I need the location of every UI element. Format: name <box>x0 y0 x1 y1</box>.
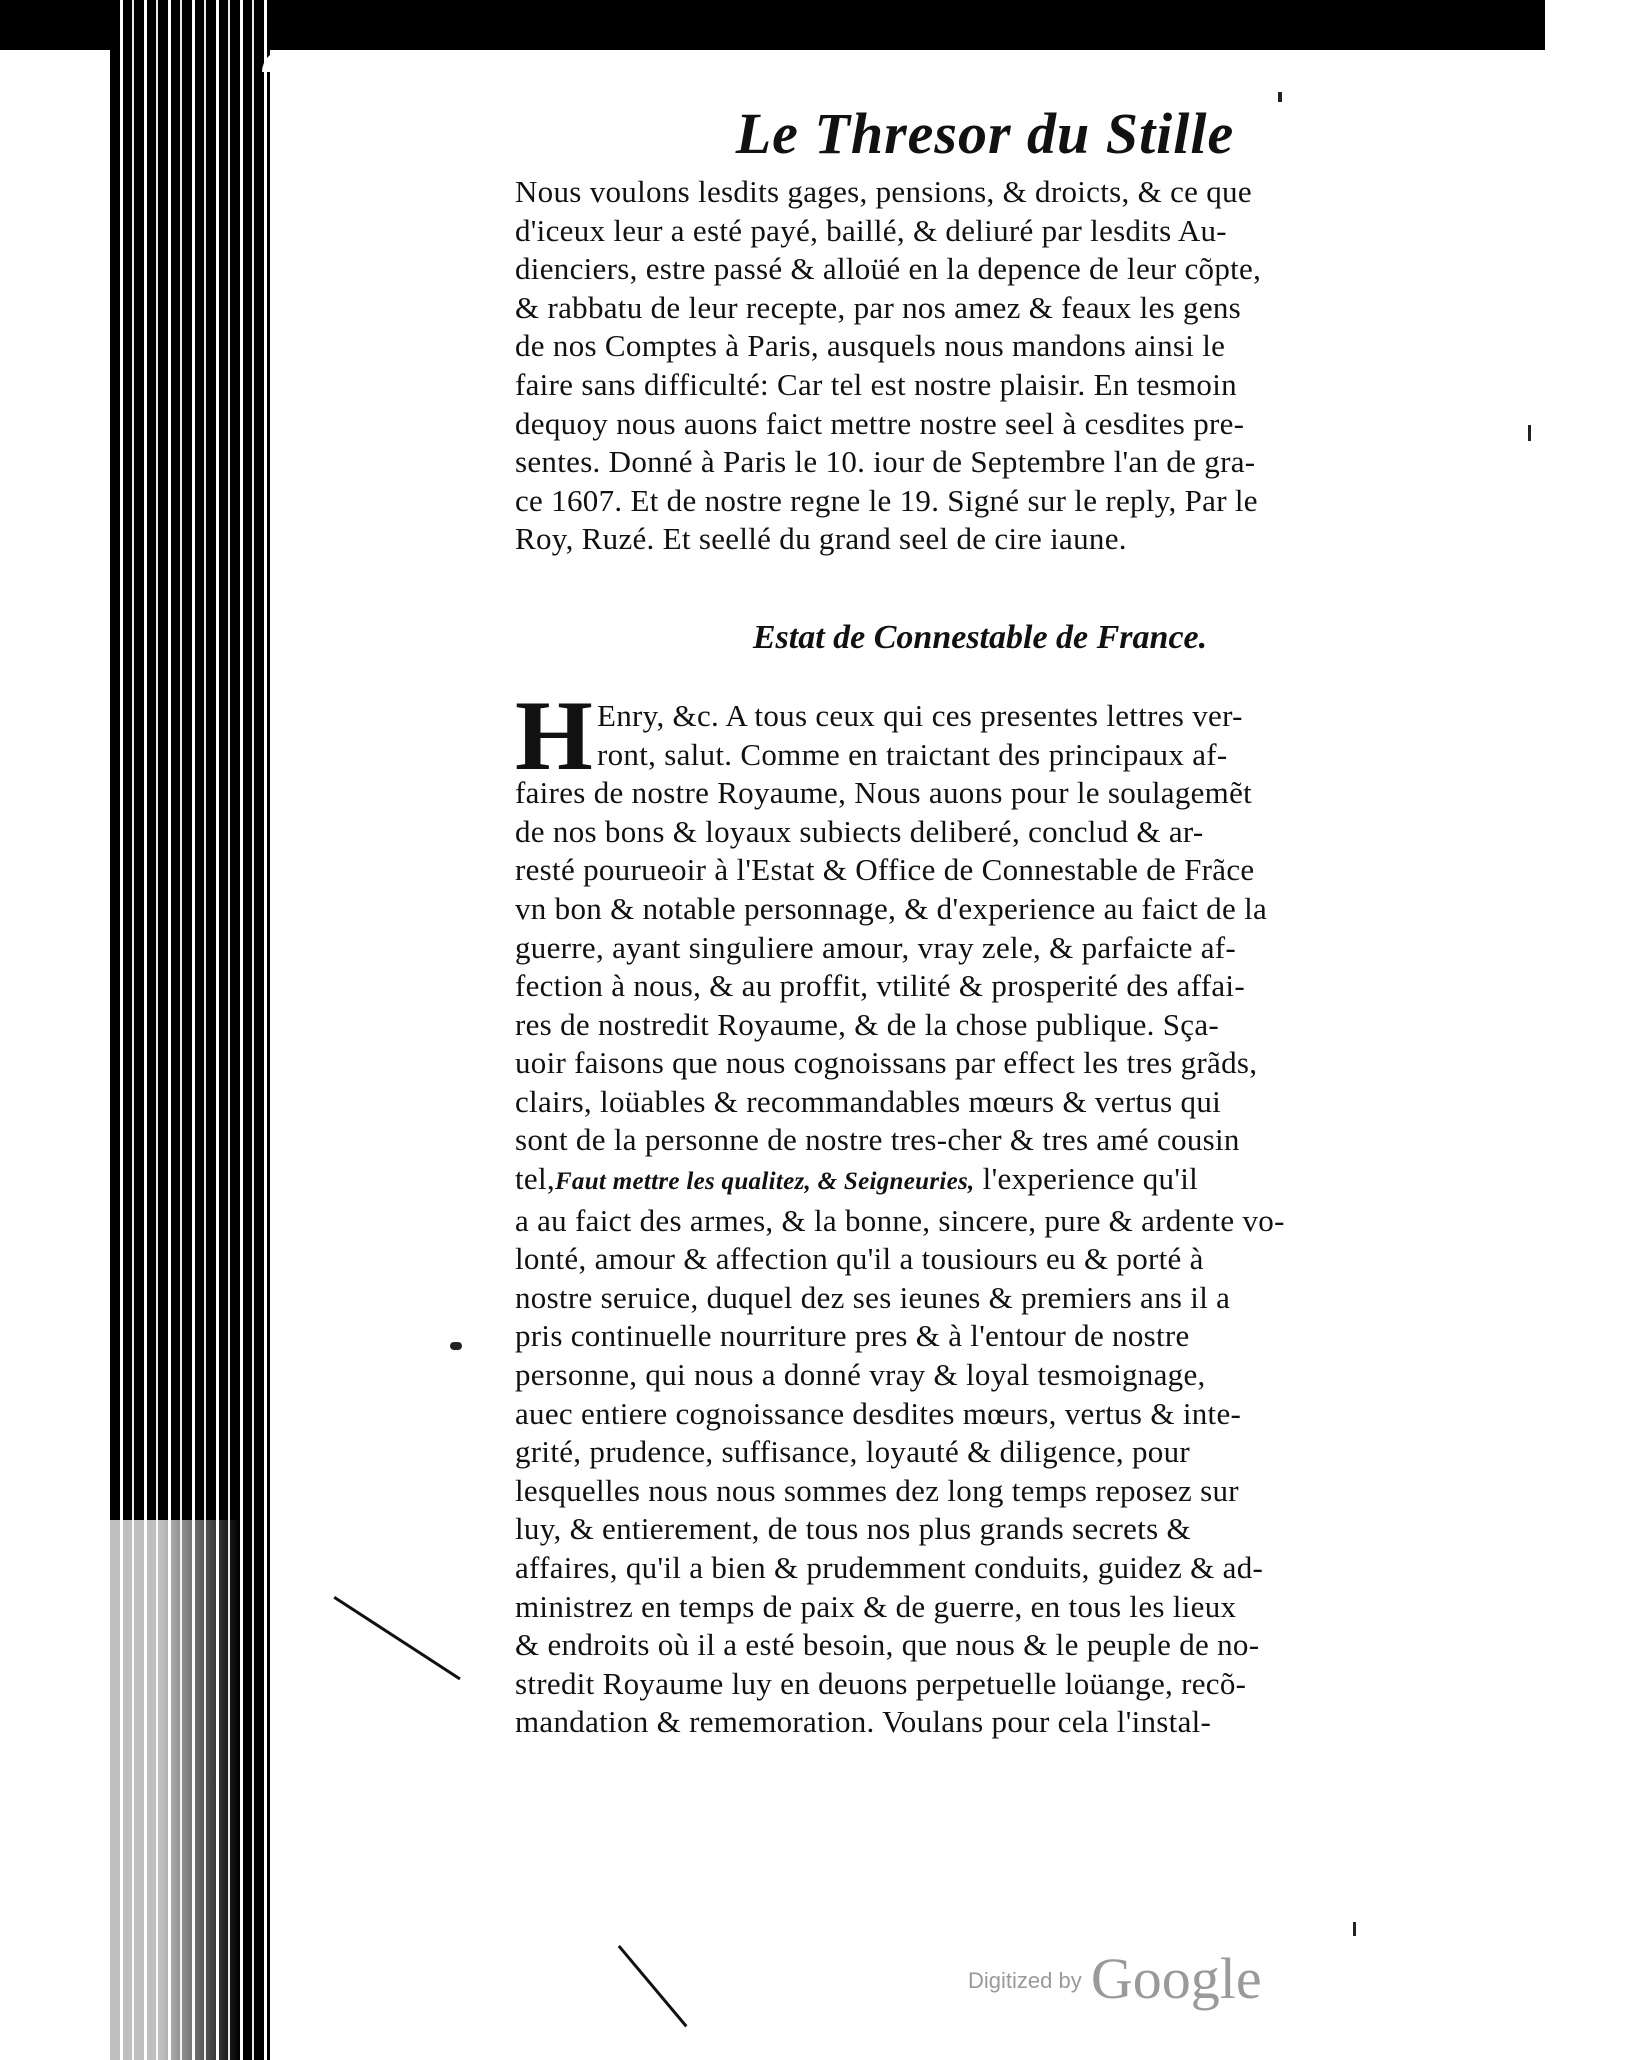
text-line: nostre seruice, duquel dez ses ieunes & premiers ans il a <box>515 1279 1231 1315</box>
text-line: Nous voulons lesdits gages, pensions, & droicts, & ce que <box>515 174 1252 209</box>
text-line: resté pourueoir à l'Estat & Office de Connestable de Frãce <box>515 852 1255 888</box>
note-line-suffix: l'experience qu'il <box>974 1161 1199 1197</box>
text-line: Enry, &c. A tous ceux qui ces presentes lettres ver- <box>597 697 1243 733</box>
text-line: & endroits où il a esté besoin, que nous & le peuple de no- <box>515 1627 1260 1663</box>
text-line: a au faict des armes, & la bonne, sincere, pure & ardente vo- <box>515 1202 1285 1238</box>
drop-cap: H <box>515 679 593 791</box>
watermark-logo-text: Google <box>1090 1946 1262 2011</box>
note-line <box>515 1160 1415 1202</box>
text-line: lesquelles nous nous sommes dez long temps reposez sur <box>515 1472 1239 1508</box>
text-line: vn bon & notable personnage, & d'experience au faict de la <box>515 890 1268 926</box>
pen-stroke <box>333 1596 460 1680</box>
text-line: ront, salut. Comme en traictant des principaux af- <box>597 736 1228 772</box>
text-line: mandation & rememoration. Voulans pour cela l'instal- <box>515 1704 1212 1740</box>
text-line: ce 1607. Et de nostre regne le 19. Signé sur le reply, Par le <box>515 482 1258 518</box>
page-text <box>515 100 1415 1742</box>
text-line: Roy, Ruzé. Et seellé du grand seel de cire iaune. <box>515 521 1127 557</box>
text-line: de nos Comptes à Paris, ausquels nous mandons ainsi le <box>515 328 1226 364</box>
text-line: clairs, loüables & recommandables mœurs & vertus qui <box>515 1083 1222 1119</box>
text-line: de nos bons & loyaux subiects deliberé, conclud & ar- <box>515 813 1204 849</box>
text-line: luy, & entierement, de tous nos plus grands secrets & <box>515 1511 1191 1547</box>
text-line: & rabbatu de leur recepte, par nos amez & feaux les gens <box>515 289 1242 325</box>
paragraph-2 <box>515 679 1415 1742</box>
margin-speck <box>450 1342 462 1350</box>
text-line: sentes. Donné à Paris le 10. iour de Septembre l'an de gra- <box>515 444 1256 480</box>
text-line: faire sans difficulté: Car tel est nostre plaisir. En tesmoin <box>515 366 1237 402</box>
text-line: stredit Royaume luy en deuons perpetuelle loüange, recõ- <box>515 1665 1247 1701</box>
text-line: ministrez en temps de paix & de guerre, en tous les lieux <box>515 1588 1237 1624</box>
text-line: dequoy nous auons faict mettre nostre seel à cesdites pre- <box>515 405 1245 441</box>
text-line: sont de la personne de nostre tres-cher & tres amé cousin <box>515 1122 1240 1158</box>
text-line: fection à nous, & au proffit, vtilité & prosperité des affai- <box>515 968 1245 1004</box>
running-head: Le Thresor du Stille <box>735 101 1235 166</box>
spine-fade <box>110 1520 240 2060</box>
text-line: personne, qui nous a donné vray & loyal tesmoignage, <box>515 1357 1206 1393</box>
text-line: lonté, amour & affection qu'il a tousiours eu & porté à <box>515 1241 1204 1277</box>
text-line: guerre, ayant singuliere amour, vray zele, & parfaicte af- <box>515 929 1237 965</box>
pen-stroke <box>618 1945 688 2027</box>
margin-speck <box>1528 425 1531 441</box>
text-line: dienciers, estre passé & alloüé en la depence de leur cõpte, <box>515 251 1262 287</box>
text-line: faires de nostre Royaume, Nous auons pour le soulagemẽt <box>515 775 1253 811</box>
editorial-note: Faut mettre les qualitez, & Seigneuries, <box>554 1168 975 1196</box>
text-line: grité, prudence, suffisance, loyauté & diligence, pour <box>515 1434 1191 1470</box>
text-line: res de nostredit Royaume, & de la chose publique. Sça- <box>515 1006 1220 1042</box>
text-line: auec entiere cognoissance desdites mœurs, vertus & inte- <box>515 1395 1242 1431</box>
digitized-watermark <box>968 1945 1262 2012</box>
text-line: d'iceux leur a esté payé, baillé, & deliuré par lesdits Au- <box>515 212 1227 248</box>
text-line: pris continuelle nourriture pres & à l'entour de nostre <box>515 1318 1190 1354</box>
paragraph-1 <box>515 173 1415 559</box>
margin-speck <box>1353 1922 1356 1936</box>
text-line: uoir faisons que nous cognoissans par effect les tres grãds, <box>515 1045 1258 1081</box>
watermark-small-text: Digitized by <box>968 1968 1082 1993</box>
note-line-prefix: tel, <box>515 1161 555 1197</box>
text-line: affaires, qu'il a bien & prudemment conduits, guidez & ad- <box>515 1550 1264 1585</box>
section-title: Estat de Connestable de France. <box>752 618 1208 656</box>
